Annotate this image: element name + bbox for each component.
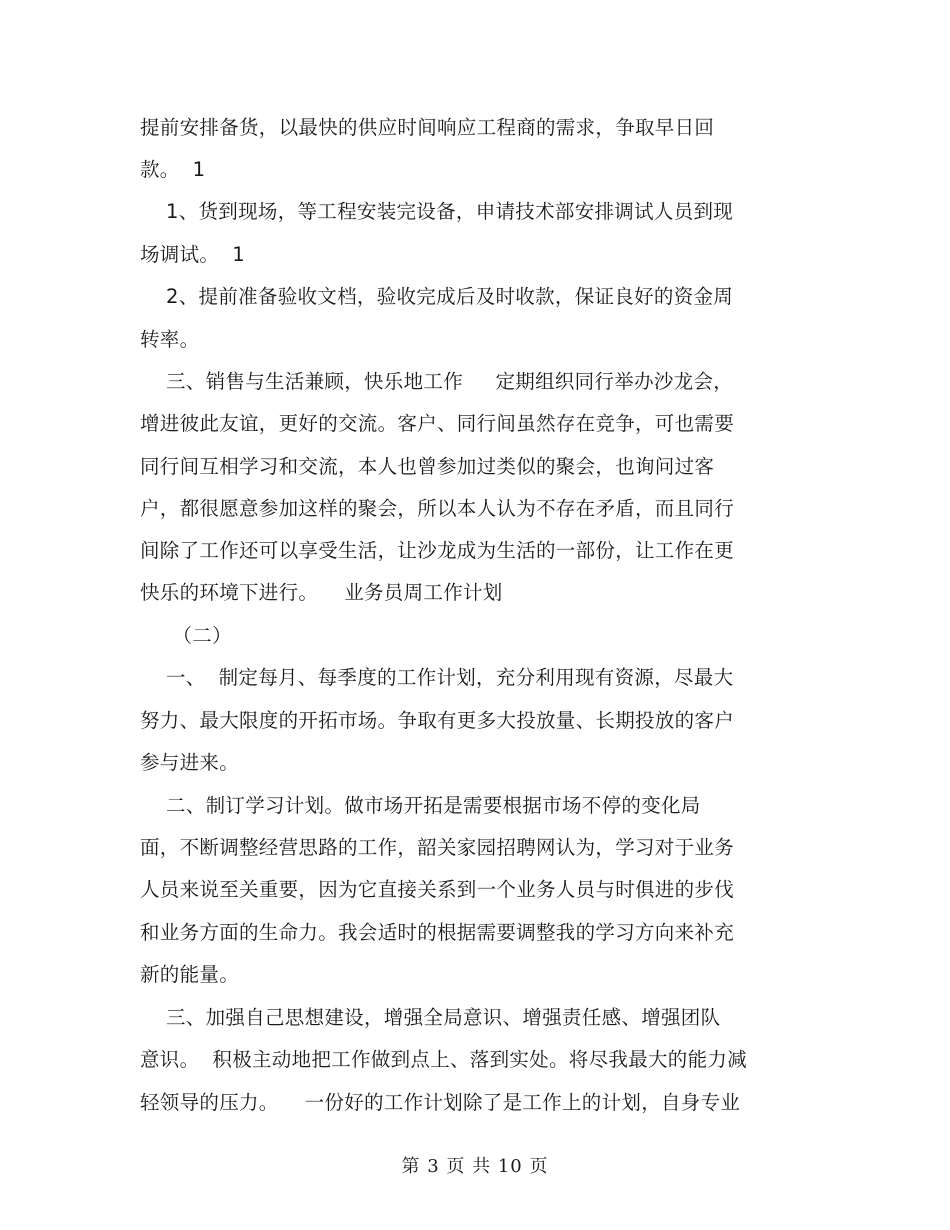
- text-line: 一、 制定每月、每季度的工作计划，充分利用现有资源，尽最大: [140, 666, 734, 689]
- text-line: 意识。 积极主动地把工作做到点上、落到实处。将尽我最大的能力减: [140, 1048, 747, 1071]
- page-footer: 第 3 页 共 10 页: [401, 1156, 549, 1177]
- text-line: 三、加强自己思想建设，增强全局意识、增强责任感、增强团队: [140, 1006, 721, 1029]
- text-line: 努力、最大限度的开拓市场。争取有更多大投放量、长期投放的客户: [140, 709, 735, 732]
- text-line: 间除了工作还可以享受生活，让沙龙成为生活的一部份，让工作在更: [140, 539, 735, 562]
- text-line: 2、提前准备验收文档，验收完成后及时收款，保证良好的资金周: [140, 285, 734, 308]
- text-line: 人员来说至关重要，因为它直接关系到一个业务人员与时俱进的步伐: [140, 878, 735, 901]
- text-line: 二、制订学习计划。做市场开拓是需要根据市场不停的变化局: [140, 794, 701, 817]
- text-line: 转率。: [140, 328, 200, 351]
- text-line: 和业务方面的生命力。我会适时的根据需要调整我的学习方向来补充: [140, 921, 735, 944]
- text-line: 增进彼此友谊，更好的交流。客户、同行间虽然存在竞争，可也需要: [140, 412, 735, 435]
- text-line: 1、货到现场，等工程安装完设备，申请技术部安排调试人员到现: [140, 200, 734, 223]
- text-line: 三、销售与生活兼顾，快乐地工作 定期组织同行举办沙龙会，: [140, 370, 734, 393]
- text-line: 提前安排备货，以最快的供应时间响应工程商的需求，争取早日回: [140, 116, 715, 139]
- text-line: 户，都很愿意参加这样的聚会，所以本人认为不存在矛盾，而且同行: [140, 497, 735, 520]
- text-line: 款。 1: [140, 158, 206, 181]
- text-line: 面，不断调整经营思路的工作，韶关家园招聘网认为，学习对于业务: [140, 836, 735, 859]
- text-line: 同行间互相学习和交流，本人也曾参加过类似的聚会，也询问过客: [140, 455, 715, 478]
- text-line: （二）: [140, 624, 232, 647]
- text-line: 新的能量。: [140, 963, 240, 986]
- text-line: 轻领导的压力。 一份好的工作计划除了是工作上的计划，自身专业: [140, 1091, 741, 1114]
- text-line: 场调试。 1: [140, 243, 245, 266]
- text-line: 快乐的环境下进行。 业务员周工作计划: [140, 581, 503, 604]
- text-line: 参与进来。: [140, 751, 240, 774]
